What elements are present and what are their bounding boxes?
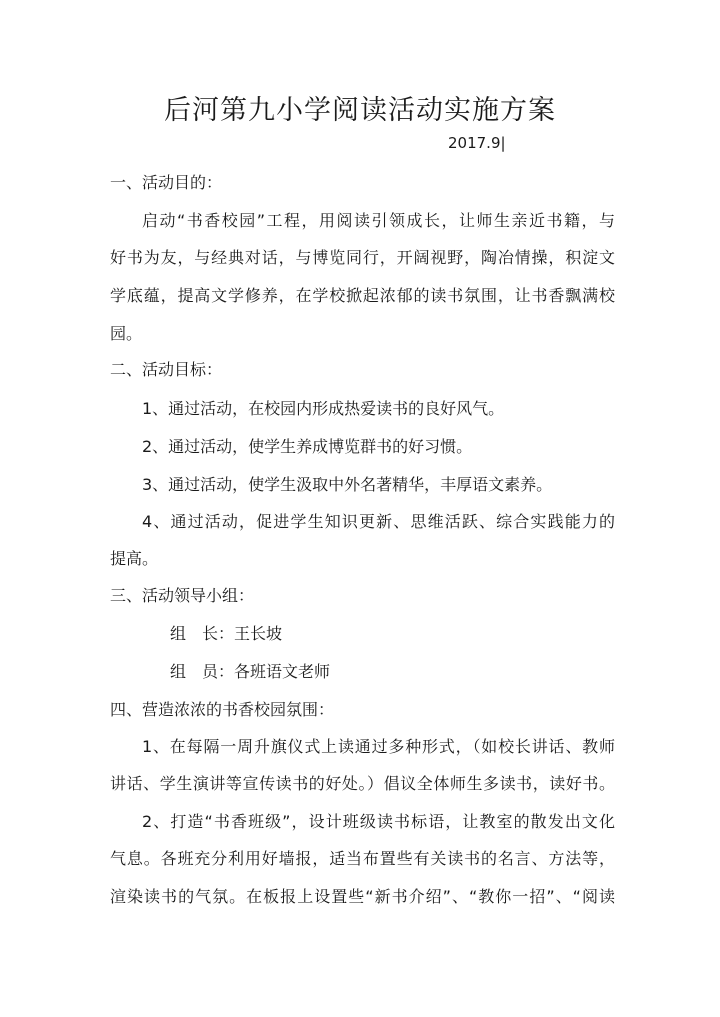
list-item: 2、打造“书香班级”，设计班级读书标语，让教室的散发出文化 bbox=[142, 812, 615, 831]
paragraph-line: 讲话、学生演讲等宣传读书的好处。）倡议全体师生多读书，读好书。 bbox=[110, 774, 615, 793]
leader-line: 组 长：王长坡 bbox=[170, 624, 283, 643]
members-line: 组 员：各班语文老师 bbox=[170, 662, 331, 681]
section-heading-purpose: 一、活动目的： bbox=[110, 173, 223, 192]
paragraph-line: 气息。各班充分利用好墙报，适当布置些有关读书的名言、方法等， bbox=[110, 849, 615, 868]
document-date: 2017.9| bbox=[448, 134, 506, 152]
list-item: 3、通过活动，使学生汲取中外名著精华，丰厚语文素养。 bbox=[142, 475, 553, 494]
paragraph-line: 好书为友，与经典对话，与博览同行，开阔视野，陶冶情操，积淀文 bbox=[110, 248, 615, 267]
paragraph-line: 提高。 bbox=[110, 549, 159, 568]
paragraph-line: 学底蕴，提高文学修养，在学校掀起浓郁的读书氛围，让书香飘满校 bbox=[110, 286, 615, 305]
list-item: 1、通过活动，在校园内形成热爱读书的良好风气。 bbox=[142, 399, 505, 418]
list-item: 1、在每隔一周升旗仪式上读通过多种形式，（如校长讲话、教师 bbox=[142, 737, 615, 756]
document-title: 后河第九小学阅读活动实施方案 bbox=[164, 95, 556, 126]
paragraph-line: 启动“书香校园”工程，用阅读引领成长，让师生亲近书籍，与 bbox=[142, 211, 615, 230]
list-item: 4、通过活动，促进学生知识更新、思维活跃、综合实践能力的 bbox=[142, 512, 615, 531]
paragraph-line: 渲染读书的气氛。在板报上设置些“新书介绍”、“教你一招”、“阅读 bbox=[110, 887, 615, 906]
list-item: 2、通过活动，使学生养成博览群书的好习惯。 bbox=[142, 437, 473, 456]
section-heading-atmosphere: 四、营造浓浓的书香校园氛围： bbox=[110, 700, 335, 719]
paragraph-line: 园。 bbox=[110, 324, 143, 343]
section-heading-leadership: 三、活动领导小组： bbox=[110, 586, 255, 605]
section-heading-goals: 二、活动目标： bbox=[110, 360, 223, 379]
